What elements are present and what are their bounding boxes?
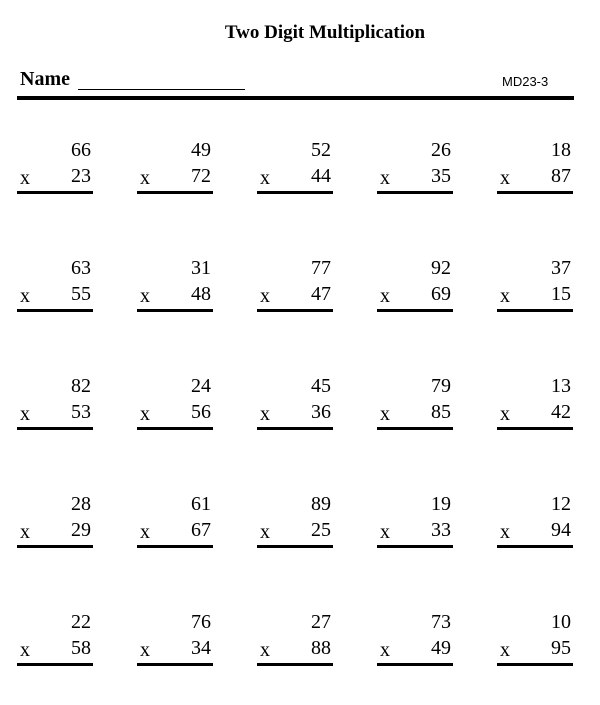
multiplier: 44 (311, 165, 331, 187)
problem-item (137, 493, 213, 555)
multiplier: 85 (431, 401, 451, 423)
multiply-sign: x (20, 403, 30, 425)
multiplicand: 22 (71, 611, 91, 633)
multiplicand: 12 (551, 493, 571, 515)
multiplicand: 79 (431, 375, 451, 397)
multiplicand: 31 (191, 257, 211, 279)
problem-item (137, 611, 213, 673)
problem-item (257, 375, 333, 437)
multiplicand: 52 (311, 139, 331, 161)
problem-item (497, 611, 573, 673)
problem-item (257, 139, 333, 201)
multiplier: 55 (71, 283, 91, 305)
multiply-sign: x (140, 639, 150, 661)
header-divider (17, 96, 574, 100)
problem-item (497, 257, 573, 319)
problem-item (137, 139, 213, 201)
multiplicand: 37 (551, 257, 571, 279)
multiplicand: 49 (191, 139, 211, 161)
answer-line (497, 427, 573, 430)
multiplicand: 73 (431, 611, 451, 633)
multiply-sign: x (140, 521, 150, 543)
problem-item (17, 611, 93, 673)
answer-line (377, 427, 453, 430)
multiplier: 42 (551, 401, 571, 423)
multiplier: 72 (191, 165, 211, 187)
multiplier: 34 (191, 637, 211, 659)
name-label: Name (20, 68, 70, 90)
multiplicand: 28 (71, 493, 91, 515)
problem-item (257, 257, 333, 319)
answer-line (137, 191, 213, 194)
multiply-sign: x (500, 167, 510, 189)
multiplier: 48 (191, 283, 211, 305)
multiply-sign: x (380, 285, 390, 307)
multiplier: 87 (551, 165, 571, 187)
multiply-sign: x (380, 639, 390, 661)
multiplier: 36 (311, 401, 331, 423)
multiplier: 95 (551, 637, 571, 659)
problem-item (377, 375, 453, 437)
multiplicand: 82 (71, 375, 91, 397)
answer-line (17, 191, 93, 194)
worksheet-code: MD23-3 (502, 74, 549, 89)
multiply-sign: x (500, 403, 510, 425)
multiplicand: 26 (431, 139, 451, 161)
multiplier: 29 (71, 519, 91, 541)
problem-item (377, 139, 453, 201)
multiplicand: 76 (191, 611, 211, 633)
multiplicand: 45 (311, 375, 331, 397)
multiply-sign: x (140, 167, 150, 189)
problem-item (17, 493, 93, 555)
multiply-sign: x (20, 639, 30, 661)
name-field[interactable] (78, 89, 245, 90)
answer-line (257, 427, 333, 430)
answer-line (137, 545, 213, 548)
multiplier: 35 (431, 165, 451, 187)
multiplier: 47 (311, 283, 331, 305)
answer-line (257, 545, 333, 548)
answer-line (17, 427, 93, 430)
multiply-sign: x (260, 403, 270, 425)
multiply-sign: x (260, 521, 270, 543)
multiplicand: 61 (191, 493, 211, 515)
answer-line (497, 309, 573, 312)
multiply-sign: x (500, 639, 510, 661)
multiplicand: 24 (191, 375, 211, 397)
multiply-sign: x (20, 521, 30, 543)
multiplicand: 89 (311, 493, 331, 515)
multiply-sign: x (260, 167, 270, 189)
answer-line (377, 545, 453, 548)
multiplier: 56 (191, 401, 211, 423)
multiply-sign: x (20, 167, 30, 189)
answer-line (137, 427, 213, 430)
problem-item (377, 257, 453, 319)
multiply-sign: x (140, 285, 150, 307)
answer-line (137, 663, 213, 666)
problem-item (497, 375, 573, 437)
multiplier: 15 (551, 283, 571, 305)
multiplicand: 18 (551, 139, 571, 161)
multiplicand: 77 (311, 257, 331, 279)
answer-line (257, 309, 333, 312)
problem-item (377, 611, 453, 673)
multiply-sign: x (500, 285, 510, 307)
multiplicand: 66 (71, 139, 91, 161)
answer-line (497, 545, 573, 548)
multiplier: 23 (71, 165, 91, 187)
answer-line (497, 191, 573, 194)
problem-item (497, 493, 573, 555)
answer-line (257, 663, 333, 666)
problem-item (17, 257, 93, 319)
multiplier: 69 (431, 283, 451, 305)
answer-line (497, 663, 573, 666)
multiplier: 53 (71, 401, 91, 423)
multiplicand: 10 (551, 611, 571, 633)
multiplier: 67 (191, 519, 211, 541)
problem-item (257, 493, 333, 555)
problem-item (17, 375, 93, 437)
problem-item (377, 493, 453, 555)
multiplier: 49 (431, 637, 451, 659)
multiplicand: 19 (431, 493, 451, 515)
multiplicand: 92 (431, 257, 451, 279)
multiply-sign: x (380, 167, 390, 189)
answer-line (137, 309, 213, 312)
answer-line (257, 191, 333, 194)
problem-item (497, 139, 573, 201)
multiplier: 94 (551, 519, 571, 541)
multiplier: 58 (71, 637, 91, 659)
problem-item (137, 375, 213, 437)
multiplier: 88 (311, 637, 331, 659)
answer-line (17, 309, 93, 312)
worksheet-title: Two Digit Multiplication (224, 22, 426, 43)
problem-item (257, 611, 333, 673)
multiplier: 33 (431, 519, 451, 541)
multiplicand: 63 (71, 257, 91, 279)
multiply-sign: x (260, 639, 270, 661)
multiply-sign: x (260, 285, 270, 307)
multiply-sign: x (500, 521, 510, 543)
answer-line (377, 309, 453, 312)
answer-line (377, 663, 453, 666)
multiply-sign: x (380, 403, 390, 425)
problem-item (17, 139, 93, 201)
multiply-sign: x (140, 403, 150, 425)
answer-line (377, 191, 453, 194)
problem-item (137, 257, 213, 319)
multiply-sign: x (380, 521, 390, 543)
multiplicand: 13 (551, 375, 571, 397)
multiplier: 25 (311, 519, 331, 541)
answer-line (17, 545, 93, 548)
multiplicand: 27 (311, 611, 331, 633)
answer-line (17, 663, 93, 666)
multiply-sign: x (20, 285, 30, 307)
